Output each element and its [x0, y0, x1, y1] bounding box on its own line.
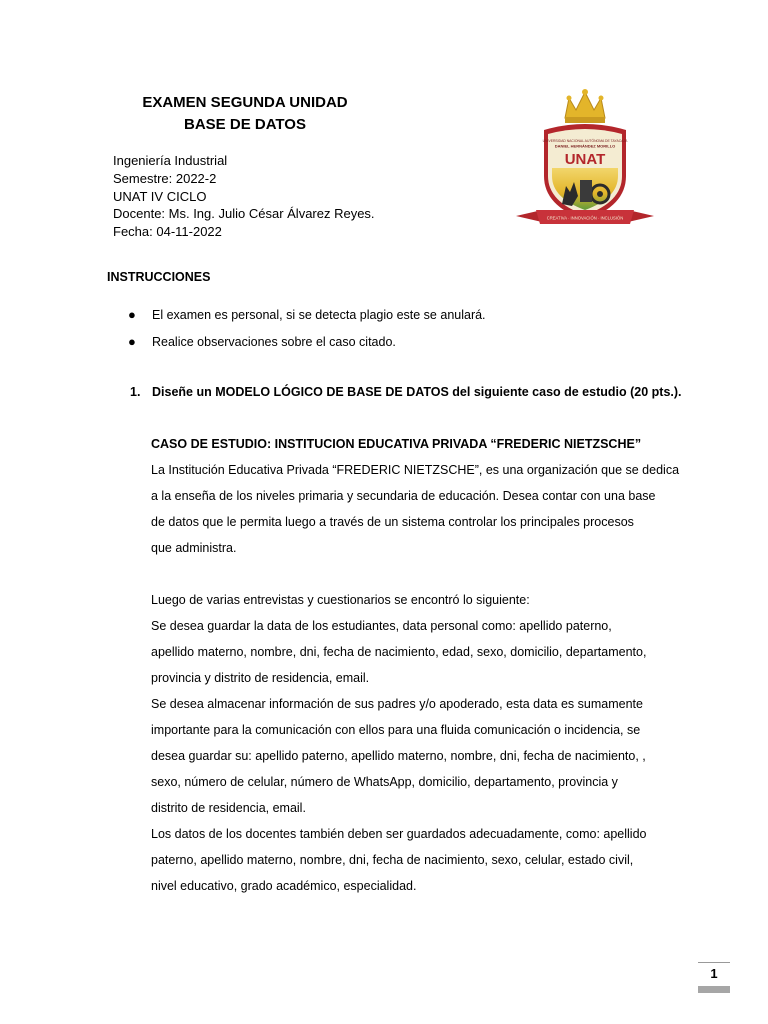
logo-university-subtitle: DANIEL HERNÁNDEZ MORILLO	[554, 143, 616, 149]
university-logo	[512, 88, 658, 234]
list-item	[128, 333, 486, 360]
question-number: 1.	[130, 385, 141, 399]
case-title: CASO DE ESTUDIO: INSTITUCION EDUCATIVA PRIVADA “FREDERIC NIETZSCHE”	[151, 437, 642, 451]
meta-teacher: Docente: Ms. Ing. Julio César Álvarez Reyes.	[113, 206, 375, 222]
question-1	[130, 385, 682, 399]
instructions-list	[128, 306, 486, 360]
case-finding-line: Se desea guardar la data de los estudiantes, data personal como: apellido paterno,	[151, 619, 612, 633]
case-intro-line: a la enseña de los niveles primaria y secundaria de educación. Desea contar con una base	[151, 489, 656, 503]
meta-cycle: UNAT IV CICLO	[113, 188, 207, 204]
footer-bar	[698, 986, 730, 993]
case-intro-line: La Institución Educativa Privada “FREDERIC NIETZSCHE”, es una organización que se dedica	[151, 463, 680, 477]
crown-icon	[565, 89, 605, 123]
case-finding-line: Se desea almacenar información de sus padres y/o apoderado, esta data es sumamente	[151, 697, 643, 711]
case-intro-line: que administra.	[151, 541, 237, 555]
case-finding-line: paterno, apellido materno, nombre, dni, fecha de nacimiento, sexo, celular, estado civil,	[151, 853, 634, 867]
case-finding-line: sexo, número de celular, número de WhatsApp, domicilio, departamento, provincia y	[151, 775, 618, 789]
case-finding-line: Los datos de los docentes también deben ser guardados adecuadamente, como: apellido	[151, 827, 647, 841]
course-title: BASE DE DATOS	[184, 116, 306, 133]
case-finding-line: distrito de residencia, email.	[151, 801, 306, 815]
meta-date: Fecha: 04-11-2022	[113, 224, 222, 240]
exam-title: EXAMEN SEGUNDA UNIDAD	[142, 94, 348, 111]
bullet-icon: ●	[128, 307, 136, 322]
case-finding-line: provincia y distrito de residencia, email.	[151, 671, 370, 685]
logo-university-name: UNIVERSIDAD NACIONAL AUTÓNOMA DE TAYACAJA	[542, 139, 628, 143]
crest-icon	[512, 88, 658, 234]
logo-motto: CREATIVA · INNOVACIÓN · INCLUSIÓN	[546, 215, 624, 221]
bullet-icon: ●	[128, 334, 136, 349]
meta-semester: Semestre: 2022-2	[113, 170, 217, 186]
instruction-text: Realice observaciones sobre el caso citado.	[152, 335, 396, 349]
case-intro-line: de datos que le permita luego a través de un sistema controlar los principales procesos	[151, 515, 634, 529]
logo-acronym: UNAT	[564, 151, 606, 168]
footer-divider	[698, 962, 730, 963]
page-number: 1	[710, 966, 718, 981]
case-study	[151, 435, 681, 903]
question-emphasis: MODELO LÓGICO DE BASE DE DATOS	[215, 385, 449, 399]
question-suffix: del siguiente caso de estudio (20 pts.).	[448, 385, 682, 399]
case-finding-line: desea guardar su: apellido paterno, apellido materno, nombre, dni, fecha de nacimiento, ,	[151, 749, 646, 763]
case-finding-line: nivel educativo, grado académico, especialidad.	[151, 879, 417, 893]
list-item	[128, 306, 486, 333]
case-finding-line: Luego de varias entrevistas y cuestionarios se encontró lo siguiente:	[151, 593, 530, 607]
meta-career: Ingeniería Industrial	[113, 153, 228, 168]
question-prefix: Diseñe un	[152, 385, 216, 399]
exam-metadata	[113, 152, 375, 241]
case-finding-line: importante para la comunicación con ellos para una fluida comunicación o incidencia, se	[151, 723, 641, 737]
instructions-heading: INSTRUCCIONES	[107, 270, 211, 284]
instruction-text: El examen es personal, si se detecta plagio este se anulará.	[152, 308, 486, 322]
case-finding-line: apellido materno, nombre, dni, fecha de nacimiento, edad, sexo, domicilio, departamento,	[151, 645, 647, 659]
